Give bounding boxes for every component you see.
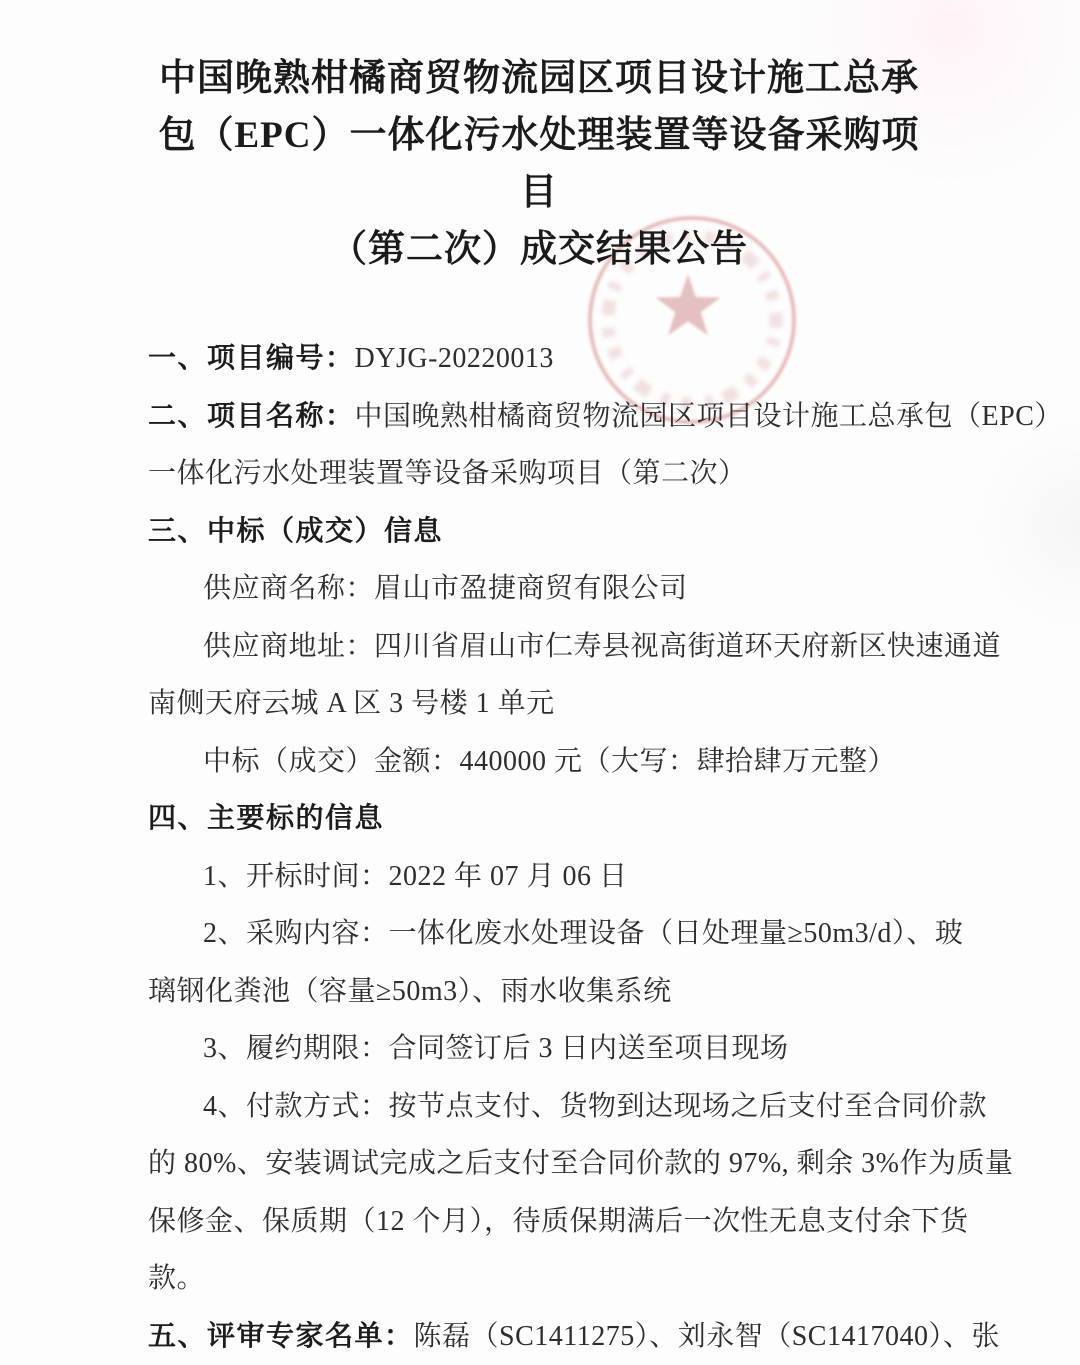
title-line-1: 中国晚熟柑橘商贸物流园区项目设计施工总承 <box>159 58 919 99</box>
title-line-3: （第二次）成交结果公告 <box>330 229 748 270</box>
section-label: 一、项目编号： <box>148 342 355 373</box>
section-label: 四、主要标的信息 <box>148 802 385 833</box>
line-text: 供应商地址：四川省眉山市仁寿县视高街道环天府新区快速通道 <box>203 630 1002 662</box>
text-line-award-amount <box>148 732 930 790</box>
line-text: 3、履约期限：合同签订后 3 日内送至项目现场 <box>203 1033 789 1064</box>
text-line-procurement-content <box>148 904 964 962</box>
section-label: 五、评审专家名单： <box>148 1319 414 1351</box>
text-line-payment-method <box>148 1077 988 1135</box>
text-line-expert-list <box>148 1307 1000 1365</box>
text-line-payment-method-cont3 <box>148 1249 930 1307</box>
text-line-payment-method-cont1 <box>148 1134 1014 1192</box>
line-text: 中标（成交）金额：440000 元（大写：肆拾肆万元整） <box>203 745 897 777</box>
section-label: 二、项目名称： <box>148 399 355 431</box>
text-line-supplier-address <box>148 617 1002 675</box>
text-line-supplier-name <box>148 559 930 617</box>
line-text: 4、付款方式：按节点支付、货物到达现场之后支付至合同价款 <box>203 1090 988 1122</box>
line-text: 款。 <box>148 1263 206 1294</box>
line-text: 璃钢化粪池（容量≥50m3）、雨水收集系统 <box>148 975 672 1007</box>
line-text: 供应商名称：眉山市盈捷商贸有限公司 <box>203 573 688 604</box>
text-line-payment-method-cont2 <box>148 1192 969 1250</box>
text-line-main-subject-heading <box>148 789 930 847</box>
text-line-award-info-heading <box>148 502 930 560</box>
text-line-project-name <box>148 387 1063 445</box>
text-line-project-number <box>148 329 930 387</box>
title-line-2: 包（EPC）一体化污水处理装置等设备采购项目 <box>158 115 920 213</box>
line-text: 的 80%、安装调试完成之后支付至合同价款的 97%, 剩余 3%作为质量 <box>148 1148 1014 1179</box>
document-title <box>148 50 930 278</box>
text-line-supplier-address-cont <box>148 674 930 732</box>
line-text: 中国晚熟柑橘商贸物流园区项目设计施工总承包（EPC） <box>354 400 1063 432</box>
line-text: 1、开标时间：2022 年 07 月 06 日 <box>203 860 628 892</box>
line-text: 陈磊（SC1411275）、刘永智（SC1417040）、张 <box>413 1320 1000 1352</box>
line-text: 南侧天府云城 A 区 3 号楼 1 单元 <box>148 688 555 719</box>
section-label: 三、中标（成交）信息 <box>148 514 444 546</box>
line-text: DYJG-20220013 <box>354 343 554 374</box>
line-text: 保修金、保质期（12 个月），待质保期满后一次性无息支付余下货 <box>148 1205 969 1237</box>
text-line-bid-opening-time <box>148 847 930 905</box>
document-body <box>148 329 1063 1364</box>
line-text: 一体化污水处理装置等设备采购项目（第二次） <box>148 458 747 489</box>
text-line-performance-period <box>148 1019 930 1077</box>
star-icon <box>656 274 721 336</box>
text-line-project-name-cont <box>148 444 930 502</box>
text-line-procurement-content-cont <box>148 962 930 1020</box>
line-text: 2、采购内容：一体化废水处理设备（日处理量≥50m3/d）、玻 <box>203 918 964 949</box>
